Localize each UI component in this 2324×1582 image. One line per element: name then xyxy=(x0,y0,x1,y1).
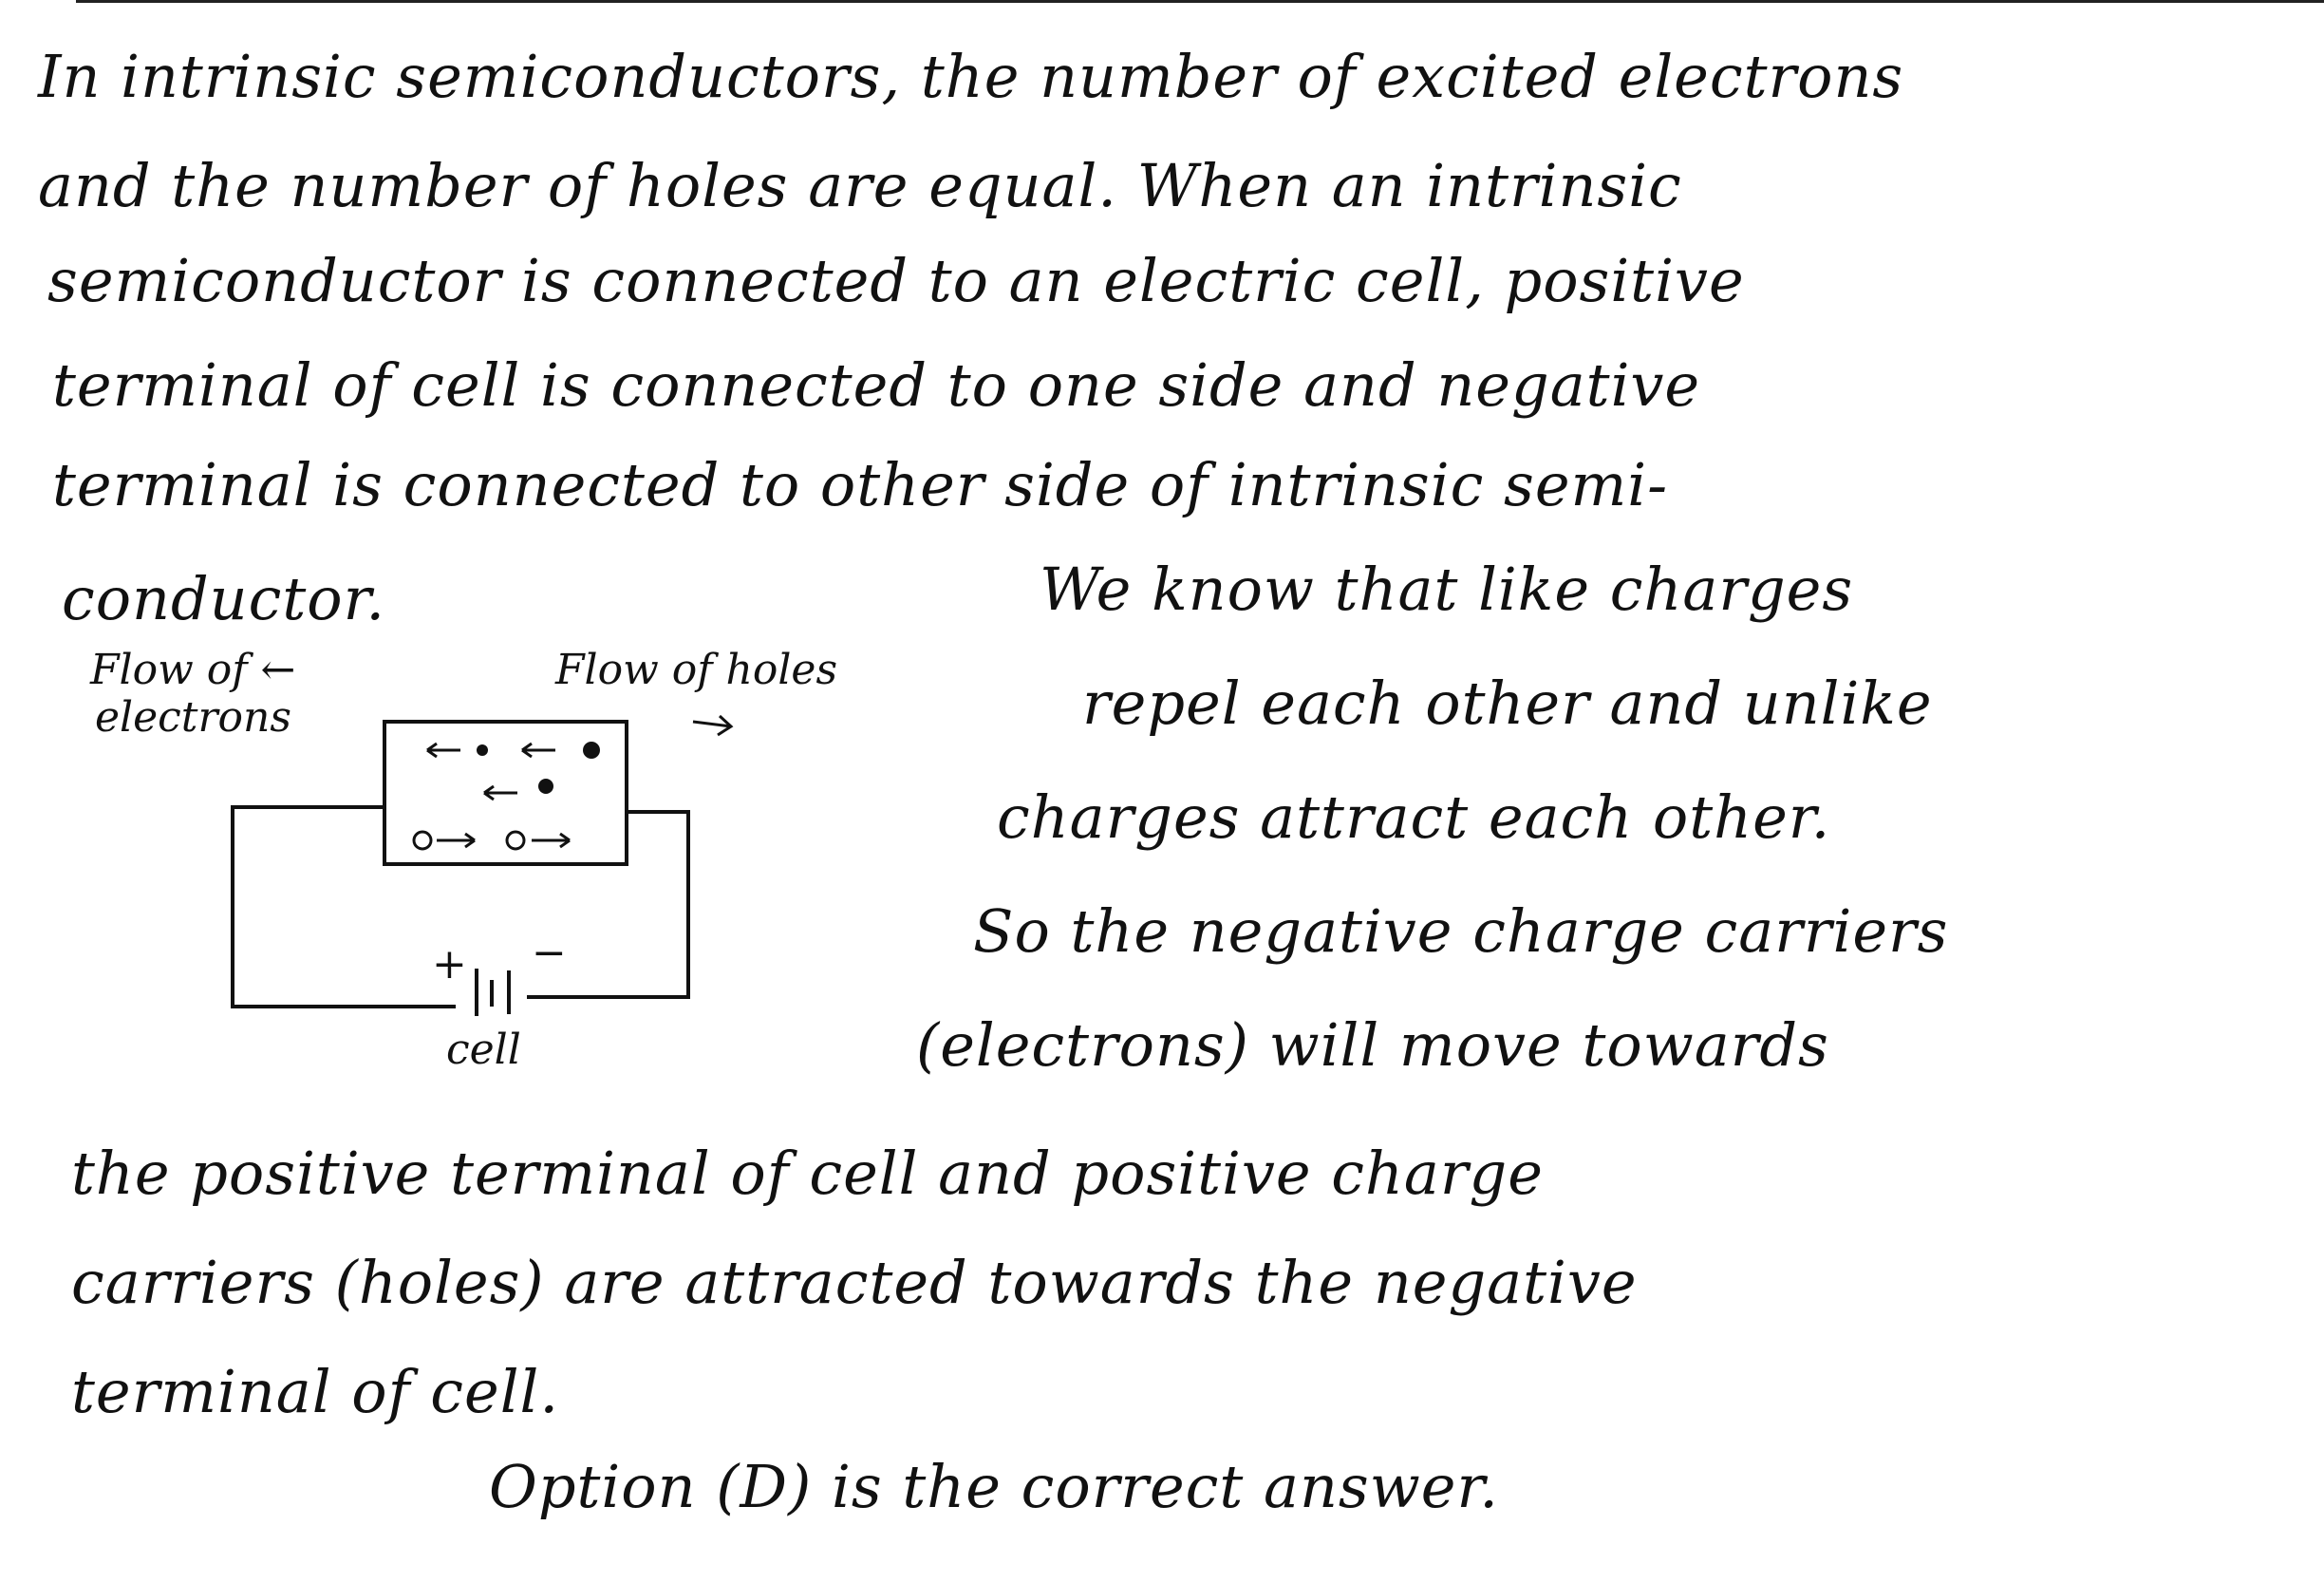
minus-terminal-label: − xyxy=(532,929,567,977)
top-border-line xyxy=(76,0,2324,3)
text-line-13: carriers (holes) are attracted towards the negative xyxy=(71,1248,1638,1317)
text-line-9: charges attract each other. xyxy=(997,782,1831,852)
circuit-diagram xyxy=(38,627,987,1073)
text-line-5: terminal is connected to other side of intrinsic semi- xyxy=(52,450,1669,519)
text-line-4: terminal of cell is connected to one side and negative xyxy=(52,350,1701,420)
text-line-6: conductor. xyxy=(62,564,386,633)
text-line-14: terminal of cell. xyxy=(71,1357,560,1426)
carrier-arrows xyxy=(427,744,570,847)
cell-label: cell xyxy=(446,1026,521,1073)
text-line-10: So the negative charge carriers xyxy=(973,896,1949,966)
text-line-7: We know that like charges xyxy=(1040,555,1854,624)
text-line-11: (electrons) will move towards xyxy=(916,1010,1829,1080)
holes-arrow-icon xyxy=(693,716,731,735)
text-line-12: the positive terminal of cell and positive charge xyxy=(71,1139,1544,1208)
circuit-diagram-svg xyxy=(38,627,987,1073)
text-line-1: In intrinsic semiconductors, the number of excited electrons xyxy=(38,42,1904,111)
text-line-8: repel each other and unlike xyxy=(1082,669,1933,738)
cell-symbol xyxy=(477,969,509,1016)
text-line-3: semiconductor is connected to an electric cell, positive xyxy=(47,246,1745,315)
electron-flow-label-2: electrons xyxy=(95,693,291,742)
text-line-2: and the number of holes are equal. When an intrinsic xyxy=(38,151,1682,220)
left-wire xyxy=(233,807,456,1007)
text-line-15: Option (D) is the correct answer. xyxy=(489,1452,1499,1521)
hole-flow-label: Flow of holes xyxy=(555,646,838,694)
plus-terminal-label: + xyxy=(432,940,467,989)
electron-flow-label: Flow of ← xyxy=(90,646,296,694)
